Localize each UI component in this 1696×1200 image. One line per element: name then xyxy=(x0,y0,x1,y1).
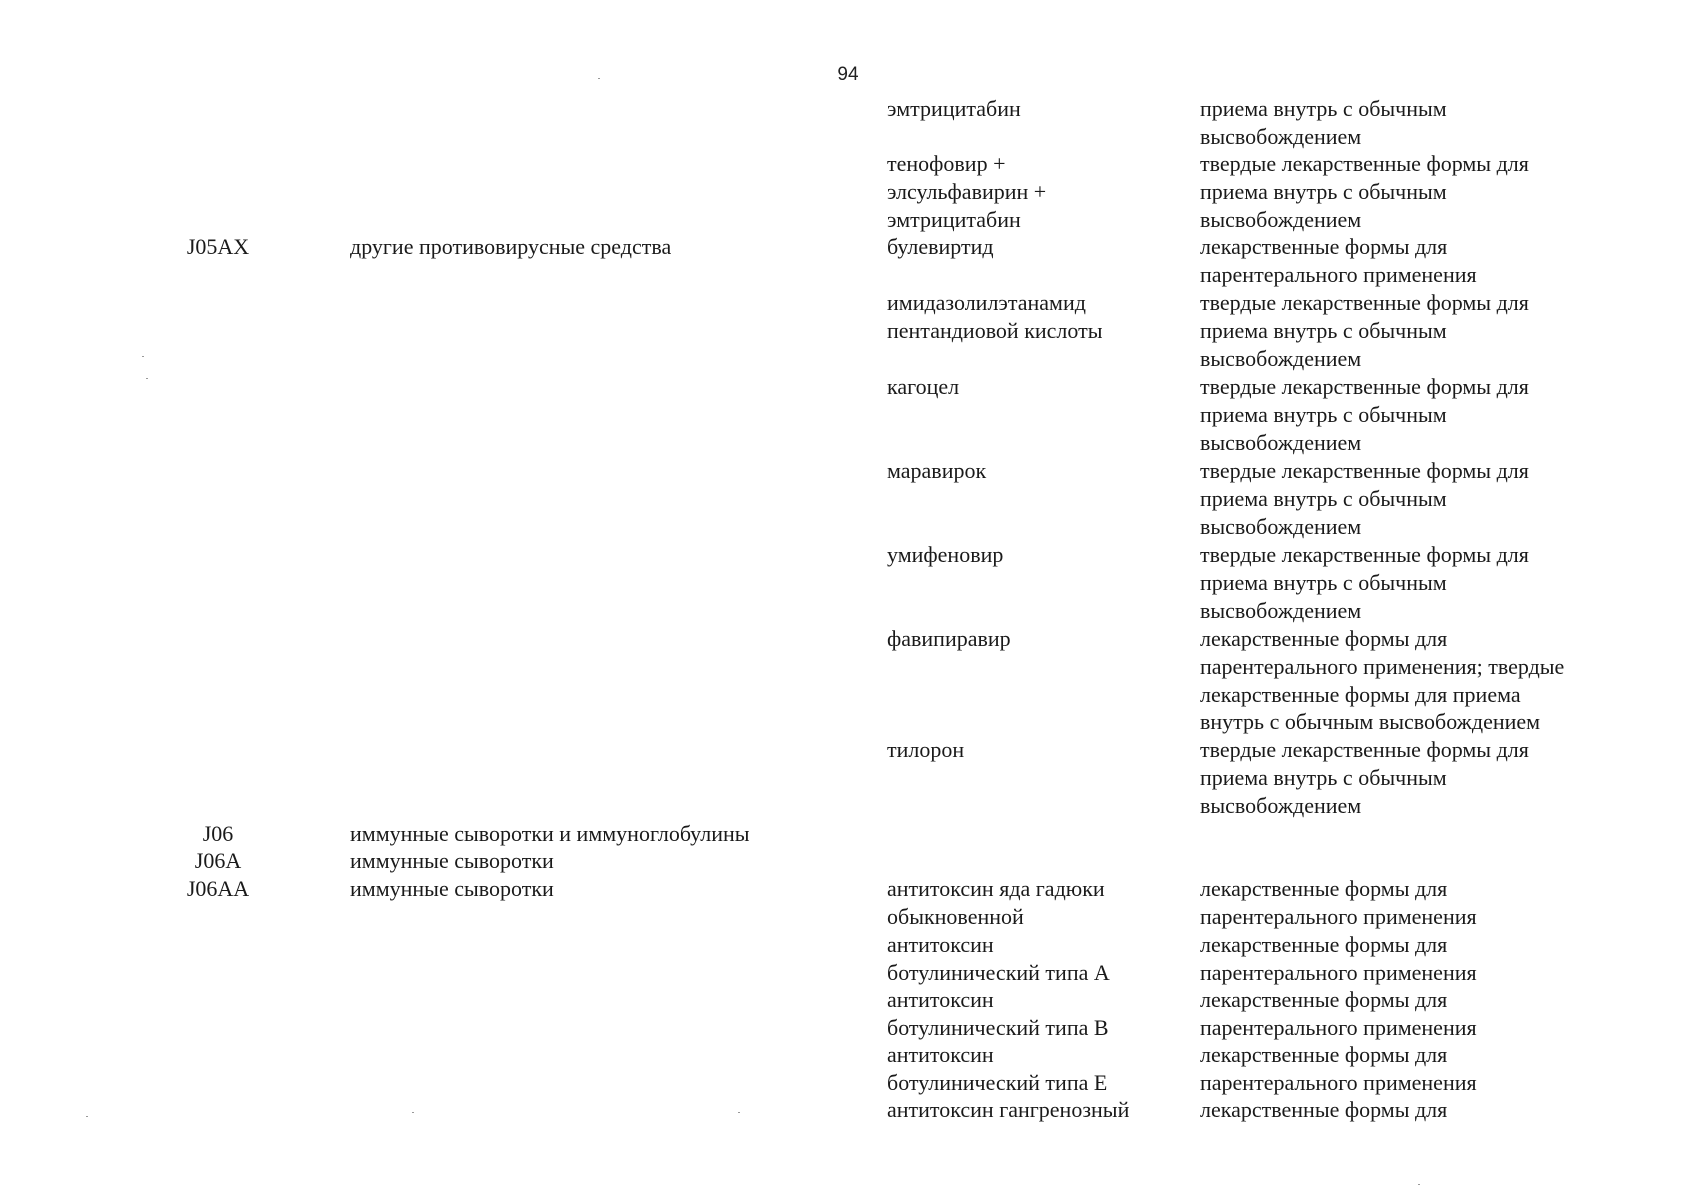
drug-name: фавипиравир xyxy=(887,626,1011,651)
drug-name: тенофовир + элсульфавирин + эмтрицитабин xyxy=(887,151,1047,232)
scan-speck xyxy=(598,78,600,79)
dosage-form: лекарственные формы для xyxy=(1200,1097,1448,1122)
drug-name: тилорон xyxy=(887,737,965,762)
dosage-form: лекарственные формы для парентерального применения xyxy=(1200,876,1477,929)
dosage-form: лекарственные формы для парентерального применения xyxy=(1200,1042,1477,1095)
scan-speck xyxy=(142,356,144,357)
scan-speck xyxy=(412,1112,414,1113)
atc-group-name: иммунные сыворотки xyxy=(350,876,554,901)
dosage-form: лекарственные формы для парентерального применения xyxy=(1200,987,1477,1040)
drug-name: антитоксин яда гадюки обыкновенной xyxy=(887,876,1105,929)
dosage-form: твердые лекарственные формы для приема внутрь с обычным высвобождением xyxy=(1200,737,1529,818)
dosage-form: твердые лекарственные формы для приема внутрь с обычным высвобождением xyxy=(1200,542,1529,623)
atc-group-name: иммунные сыворотки и иммуноглобулины xyxy=(350,821,750,846)
atc-group-name: другие противовирусные средства xyxy=(350,234,672,259)
scan-speck xyxy=(86,1116,88,1117)
drug-name: антитоксин гангренозный xyxy=(887,1097,1130,1122)
drug-name: антитоксин ботулинический типа В xyxy=(887,987,1109,1040)
scan-speck xyxy=(738,1112,740,1113)
drug-name: эмтрицитабин xyxy=(887,96,1021,121)
drug-name: имидазолилэтанамид пентандиовой кислоты xyxy=(887,290,1103,343)
drug-name: булевиртид xyxy=(887,234,994,259)
atc-code: J06A xyxy=(194,848,242,873)
drug-name: умифеновир xyxy=(887,542,1004,567)
atc-code: J06 xyxy=(202,821,234,846)
drug-name: кагоцел xyxy=(887,374,960,399)
dosage-form: лекарственные формы для парентерального применения xyxy=(1200,234,1477,287)
drug-name: маравирок xyxy=(887,458,987,483)
dosage-form: твердые лекарственные формы для приема внутрь с обычным высвобождением xyxy=(1200,374,1529,455)
dosage-form: твердые лекарственные формы для приема внутрь с обычным высвобождением xyxy=(1200,458,1529,539)
atc-code: J05AX xyxy=(186,234,250,259)
dosage-form: лекарственные формы для парентерального применения; твердые лекарственные формы для приема внутрь с обычным высвобождением xyxy=(1200,626,1565,735)
atc-code: J06AA xyxy=(186,876,250,901)
scan-speck xyxy=(146,378,148,379)
drug-name: антитоксин ботулинический типа Е xyxy=(887,1042,1108,1095)
drug-name: антитоксин ботулинический типа А xyxy=(887,932,1110,985)
scan-speck xyxy=(1418,1184,1420,1185)
dosage-form: лекарственные формы для парентерального применения xyxy=(1200,932,1477,985)
atc-group-name: иммунные сыворотки xyxy=(350,848,554,873)
dosage-form: твердые лекарственные формы для приема внутрь с обычным высвобождением xyxy=(1200,290,1529,371)
dosage-form: приема внутрь с обычным высвобождением xyxy=(1200,96,1447,149)
page-number: 94 xyxy=(837,64,859,85)
dosage-form: твердые лекарственные формы для приема внутрь с обычным высвобождением xyxy=(1200,151,1529,232)
